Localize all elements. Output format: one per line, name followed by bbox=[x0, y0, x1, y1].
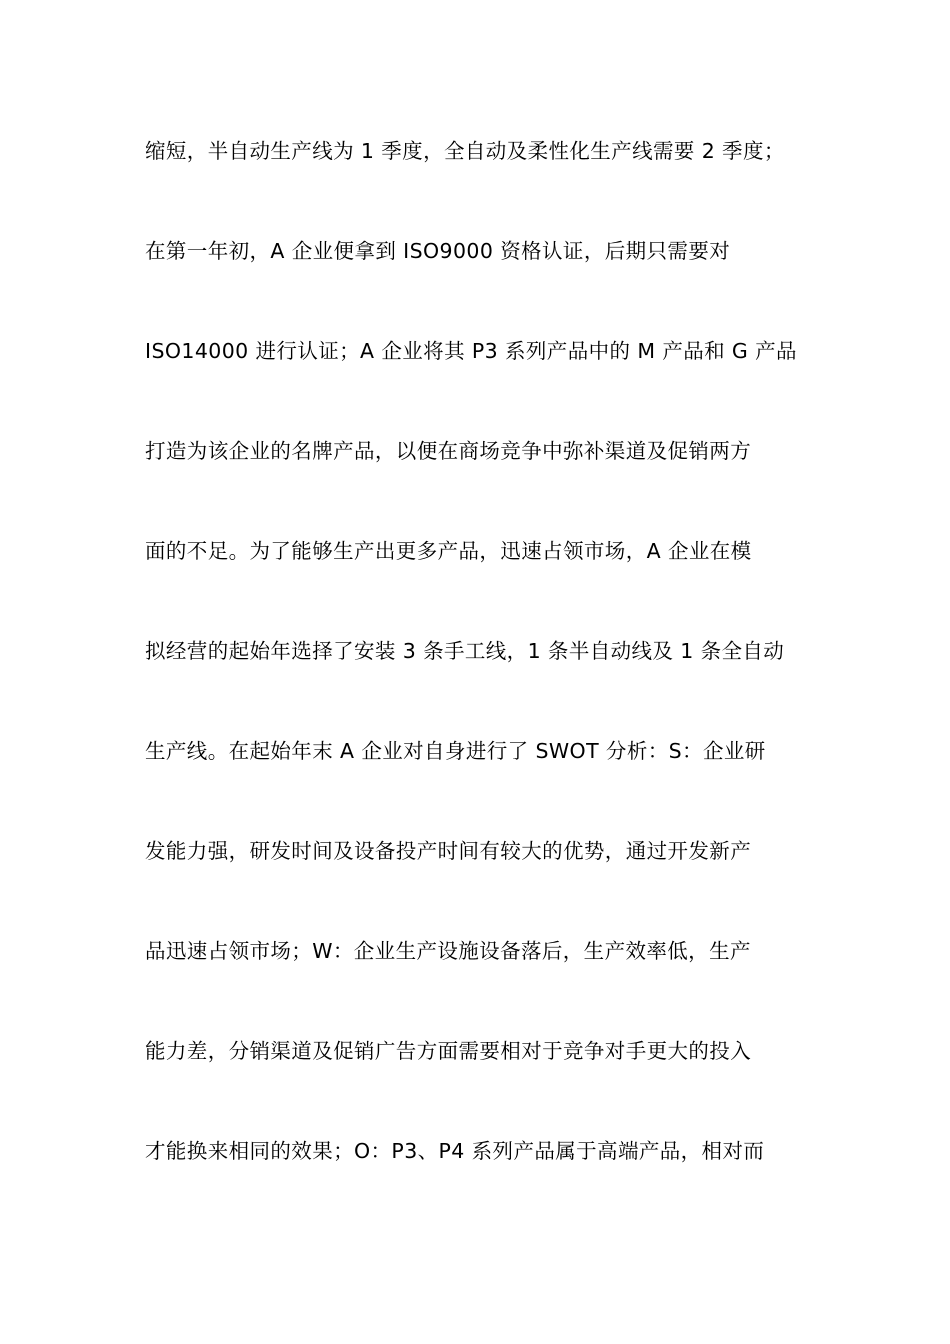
text-line-3: ISO14000 进行认证；A 企业将其 P3 系列产品中的 M 产品和 G 产品 bbox=[145, 339, 797, 363]
text-line-7: 生产线。在起始年末 A 企业对自身进行了 SWOT 分析：S：企业研 bbox=[145, 739, 766, 763]
text-line-10: 能力差，分销渠道及促销广告方面需要相对于竞争对手更大的投入 bbox=[145, 1039, 752, 1063]
text-line-11: 才能换来相同的效果；O：P3、P4 系列产品属于高端产品，相对而 bbox=[145, 1139, 765, 1163]
body-paragraph bbox=[145, 128, 815, 1228]
text-line-6: 拟经营的起始年选择了安装 3 条手工线，1 条半自动线及 1 条全自动 bbox=[145, 639, 785, 663]
text-line-5: 面的不足。为了能够生产出更多产品，迅速占领市场，A 企业在模 bbox=[145, 539, 752, 563]
text-line-1: 缩短，半自动生产线为 1 季度，全自动及柔性化生产线需要 2 季度； bbox=[145, 139, 785, 163]
text-line-8: 发能力强，研发时间及设备投产时间有较大的优势，通过开发新产 bbox=[145, 839, 752, 863]
text-line-9: 品迅速占领市场；W：企业生产设施设备落后，生产效率低，生产 bbox=[145, 939, 751, 963]
text-line-4: 打造为该企业的名牌产品，以便在商场竞争中弥补渠道及促销两方 bbox=[145, 439, 752, 463]
text-line-2: 在第一年初，A 企业便拿到 ISO9000 资格认证，后期只需要对 bbox=[145, 239, 731, 263]
